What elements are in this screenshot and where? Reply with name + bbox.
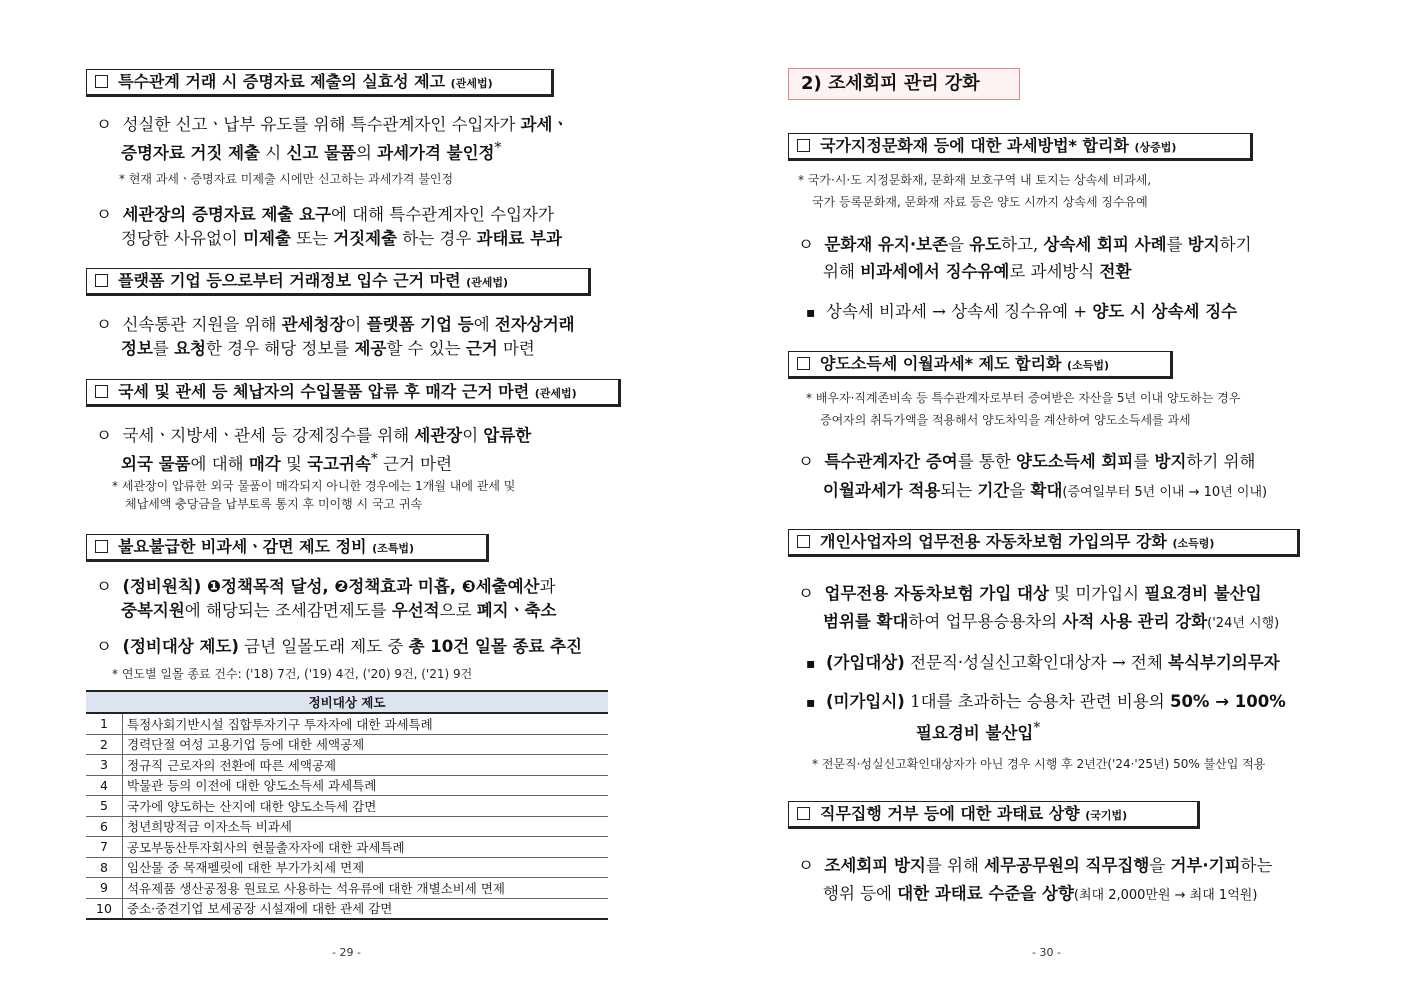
footnote-cont: 국가 등록문화재, 문화재 자료 등은 양도 시까지 상속세 징수유예: [812, 195, 1148, 209]
paragraph: ㅇ 문화재 유지·보존을 유도하고, 상속세 회피 사례를 방지하기: [798, 235, 1252, 254]
section-header: 국가지정문화재 등에 대한 과세방법* 합리화 (상증법): [788, 133, 1253, 161]
table-row: 6 청년희망적금 이자소득 비과세: [86, 816, 608, 837]
footnote-cont: 체납세액 충당금을 납부토록 통지 후 미이행 시 국고 귀속: [125, 497, 423, 511]
table-row: 4 박물관 등의 이전에 대한 양도소득세 과세특례: [86, 775, 608, 796]
paragraph-cont: 외국 물품에 대해 매각 및 국고귀속* 근거 마련: [121, 451, 453, 474]
section-header: 플랫폼 기업 등으로부터 거래정보 입수 근거 마련 (관세법): [86, 268, 591, 296]
paragraph: ㅇ 특수관계자간 증여를 통한 양도소득세 회피를 방지하기 위해: [798, 452, 1256, 471]
footnote: * 전문직·성실신고확인대상자가 아닌 경우 시행 후 2년간('24·'25년) 50% 불산입 적용: [812, 757, 1266, 771]
paragraph: ㅇ (정비대상 제도) 금년 일몰도래 제도 중 총 10건 일몰 종료 추진: [96, 637, 583, 656]
table-row: 8 임산물 중 목재펠릿에 대한 부가가치세 면제: [86, 857, 608, 878]
footnote: * 세관장이 압류한 외국 물품이 매각되지 아니한 경우에는 1개월 내에 관세 및: [112, 479, 516, 493]
checkbox-icon: [797, 139, 810, 152]
paragraph: ㅇ 신속통관 지원을 위해 관세청장이 플랫폼 기업 등에 전자상거래: [96, 315, 575, 334]
checkbox-icon: [95, 540, 108, 553]
paragraph: ㅇ 업무전용 자동차보험 가입 대상 및 미가입시 필요경비 불산입: [798, 584, 1262, 603]
bullet-item: ▪ (가입대상) 전문직·성실신고확인대상자 → 전체 복식부기의무자: [806, 653, 1280, 672]
section-header: 국세 및 관세 등 체납자의 수입물품 압류 후 매각 근거 마련 (관세법): [86, 379, 621, 407]
paragraph: ㅇ 조세회피 방지를 위해 세무공무원의 직무집행을 거부·기피하는: [798, 856, 1273, 875]
checkbox-icon: [797, 807, 810, 820]
table-row: 3 정규직 근로자의 전환에 따른 세액공제: [86, 755, 608, 776]
table-header: 정비대상 제도: [86, 691, 608, 713]
paragraph-cont: 범위를 확대하여 업무용승용차의 사적 사용 관리 강화('24년 시행): [823, 612, 1280, 631]
bullet-cont: 필요경비 불산입*: [916, 720, 1041, 743]
section-header: [86, 69, 554, 97]
section-header: 직무집행 거부 등에 대한 과태료 상향 (국기법): [788, 801, 1200, 829]
footnote: * 연도별 일몰 종료 건수: ('18) 7건, ('19) 4건, ('20) 9건, ('21) 9건: [112, 667, 473, 681]
section-header: 개인사업자의 업무전용 자동차보험 가입의무 강화 (소득령): [788, 529, 1300, 557]
page-number: - 29 -: [332, 946, 361, 959]
paragraph-cont: 이월과세가 적용되는 기간을 확대(증여일부터 5년 이내 → 10년 이내): [823, 481, 1268, 500]
reform-table: [86, 690, 608, 920]
checkbox-icon: [95, 75, 108, 88]
checkbox-icon: [95, 274, 108, 287]
section-title: 특수관계 거래 시 증명자료 제출의 실효성 제고: [118, 72, 446, 91]
paragraph-cont: 위해 비과세에서 징수유예로 과세방식 전환: [823, 262, 1132, 281]
footnote: * 배우자·직계존비속 등 특수관계자로부터 증여받은 자산을 5년 이내 양도하는 경우: [806, 391, 1241, 405]
paragraph-cont: 증명자료 거짓 제출 시 신고 물품의 과세가격 불인정*: [121, 140, 502, 163]
footnote: * 국가·시·도 지정문화재, 문화재 보호구역 내 토지는 상속세 비과세,: [798, 173, 1152, 187]
table-row: 1 특정사회기반시설 집합투자기구 투자자에 대한 과세특례: [86, 713, 608, 734]
checkbox-icon: [95, 385, 108, 398]
bullet-item: ▪ 상속세 비과세 → 상속세 징수유예 + 양도 시 상속세 징수: [806, 302, 1238, 321]
chapter-subtitle: 2) 조세회피 관리 강화: [788, 68, 1020, 100]
footnote-cont: 증여자의 취득가액을 적용해서 양도차익을 계산하여 양도소득세를 과세: [820, 413, 1191, 427]
table-row: 10 중소·중견기업 보세공장 시설재에 대한 관세 감면: [86, 898, 608, 919]
paragraph-cont: 정당한 사유없이 미제출 또는 거짓제출 하는 경우 과태료 부과: [121, 229, 562, 248]
bullet-item: ▪ (미가입시) 1대를 초과하는 승용차 관련 비용의 50% → 100%: [806, 692, 1286, 711]
footnote: * 현재 과세ㆍ증명자료 미제출 시에만 신고하는 과세가격 불인정: [119, 172, 454, 186]
paragraph-cont: 중복지원에 해당되는 조세감면제도를 우선적으로 폐지ㆍ축소: [121, 601, 557, 620]
section-header: 불요불급한 비과세ㆍ감면 제도 정비 (조특법): [86, 534, 489, 562]
table-row: 9 석유제품 생산공정용 원료로 사용하는 석유류에 대한 개별소비세 면제: [86, 878, 608, 899]
paragraph-cont: 정보를 요청한 경우 해당 정보를 제공할 수 있는 근거 마련: [121, 339, 535, 358]
law-tag: (관세법): [450, 77, 493, 90]
table-row: 2 경력단절 여성 고용기업 등에 대한 세액공제: [86, 734, 608, 755]
paragraph-cont: 행위 등에 대한 과태료 수준을 상향(최대 2,000만원 → 최대 1억원): [823, 884, 1258, 903]
checkbox-icon: [797, 357, 810, 370]
page-number: - 30 -: [1032, 946, 1061, 959]
paragraph: ㅇ (정비원칙) ❶정책목적 달성, ❷정책효과 미흡, ❸세출예산과: [96, 577, 556, 596]
table-row: 7 공모부동산투자회사의 현물출자자에 대한 과세특례: [86, 837, 608, 858]
paragraph: ㅇ 세관장의 증명자료 제출 요구에 대해 특수관계자인 수입자가: [96, 205, 554, 224]
page-29: [0, 0, 701, 992]
paragraph: ㅇ 성실한 신고ㆍ납부 유도를 위해 특수관계자인 수입자가 과세ㆍ: [96, 115, 569, 134]
table-row: 5 국가에 양도하는 산지에 대한 양도소득세 감면: [86, 796, 608, 817]
page-30: [702, 0, 1403, 992]
paragraph: ㅇ 국세ㆍ지방세ㆍ관세 등 강제징수를 위해 세관장이 압류한: [96, 426, 532, 445]
section-header: 양도소득세 이월과세* 제도 합리화 (소득법): [788, 351, 1173, 379]
checkbox-icon: [797, 535, 810, 548]
